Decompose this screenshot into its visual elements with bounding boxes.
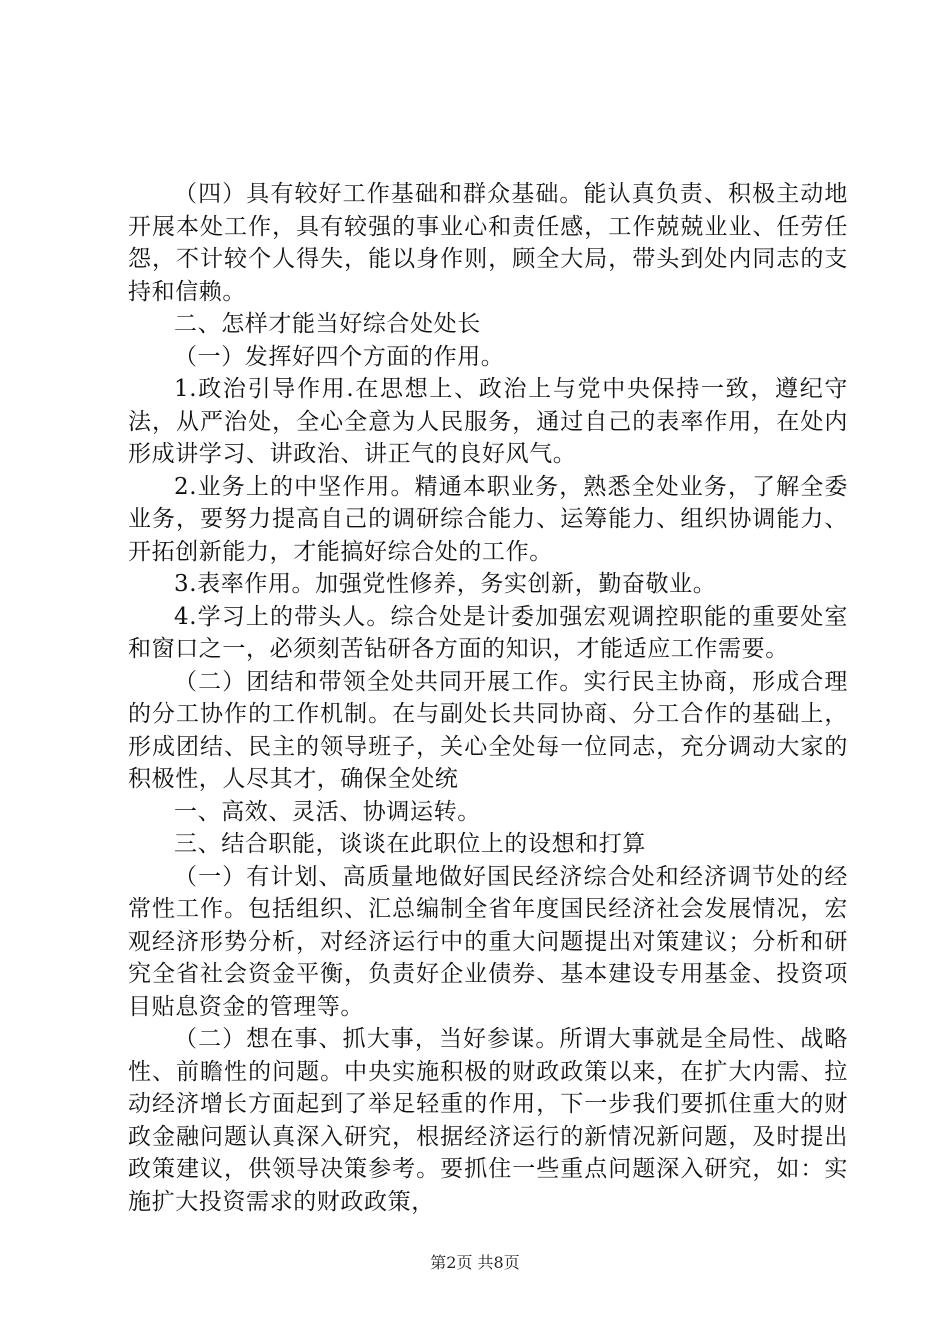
paragraph-4: 1.政治引导作用.在思想上、政治上与党中央保持一致，遵纪守法，从严治处，全心全意为人民服务，通过自己的表率作用，在处内形成讲学习、讲政治、讲正气的良好风气。 — [128, 376, 848, 467]
paragraph-10: 三、结合职能，谈谈在此职位上的设想和打算 — [174, 831, 646, 857]
paragraph-2: 二、怎样才能当好综合处处长 — [174, 311, 481, 337]
paragraph-8: （二）团结和带领全处共同开展工作。实行民主协商，形成合理的分工协作的工作机制。在与副处长共同协商、分工合作的基础上，形成团结、民主的领导班子，关心全处每一位同志，充分调动大家的积极性，人尽其才，确保全处统 — [128, 668, 848, 792]
document-body — [128, 178, 848, 1218]
paragraph-11: （一）有计划、高质量地做好国民经济综合处和经济调节处的经常性工作。包括组织、汇总编制全省年度国民经济社会发展情况，宏观经济形势分析，对经济运行中的重大问题提出对策建议；分析和研究全省社会资金平衡，负责好企业债券、基本建设专用基金、投资项目贴息资金的管理等。 — [128, 863, 848, 1020]
paragraph-9: 一、高效、灵活、协调运转。 — [174, 798, 481, 825]
paragraph-3: （一）发挥好四个方面的作用。 — [174, 343, 505, 370]
page-footer: 第2页 共8页 — [430, 1253, 520, 1272]
paragraph-5: 2.业务上的中坚作用。精通本职业务，熟悉全处业务，了解全委业务，要努力提高自己的调研综合能力、运筹能力、组织协调能力、开拓创新能力，才能搞好综合处的工作。 — [128, 473, 848, 565]
paragraph-12: （二）想在事、抓大事，当好参谋。所谓大事就是全局性、战略性、前瞻性的问题。中央实施积极的财政政策以来，在扩大内需、拉动经济增长方面起到了举足轻重的作用，下一步我们要抓住重大的财政金融问题认真深入研究，根据经济运行的新情况新问题，及时提出政策建议，供领导决策参考。要抓住一些重点问题深入研究，如：实施扩大投资需求的财政政策， — [128, 1026, 848, 1215]
paragraph-6: 3.表率作用。加强党性修养，务实创新，勤奋敬业。 — [174, 571, 717, 597]
paragraph-7: 4.学习上的带头人。综合处是计委加强宏观调控职能的重要处室和窗口之一，必须刻苦钻研各方面的知识，才能适应工作需要。 — [128, 603, 848, 662]
paragraph-1: （四）具有较好工作基础和群众基础。能认真负责、积极主动地开展本处工作，具有较强的事业心和责任感，工作兢兢业业、任劳任怨，不计较个人得失，能以身作则，顾全大局，带头到处内同志的支持和信赖。 — [128, 181, 848, 305]
